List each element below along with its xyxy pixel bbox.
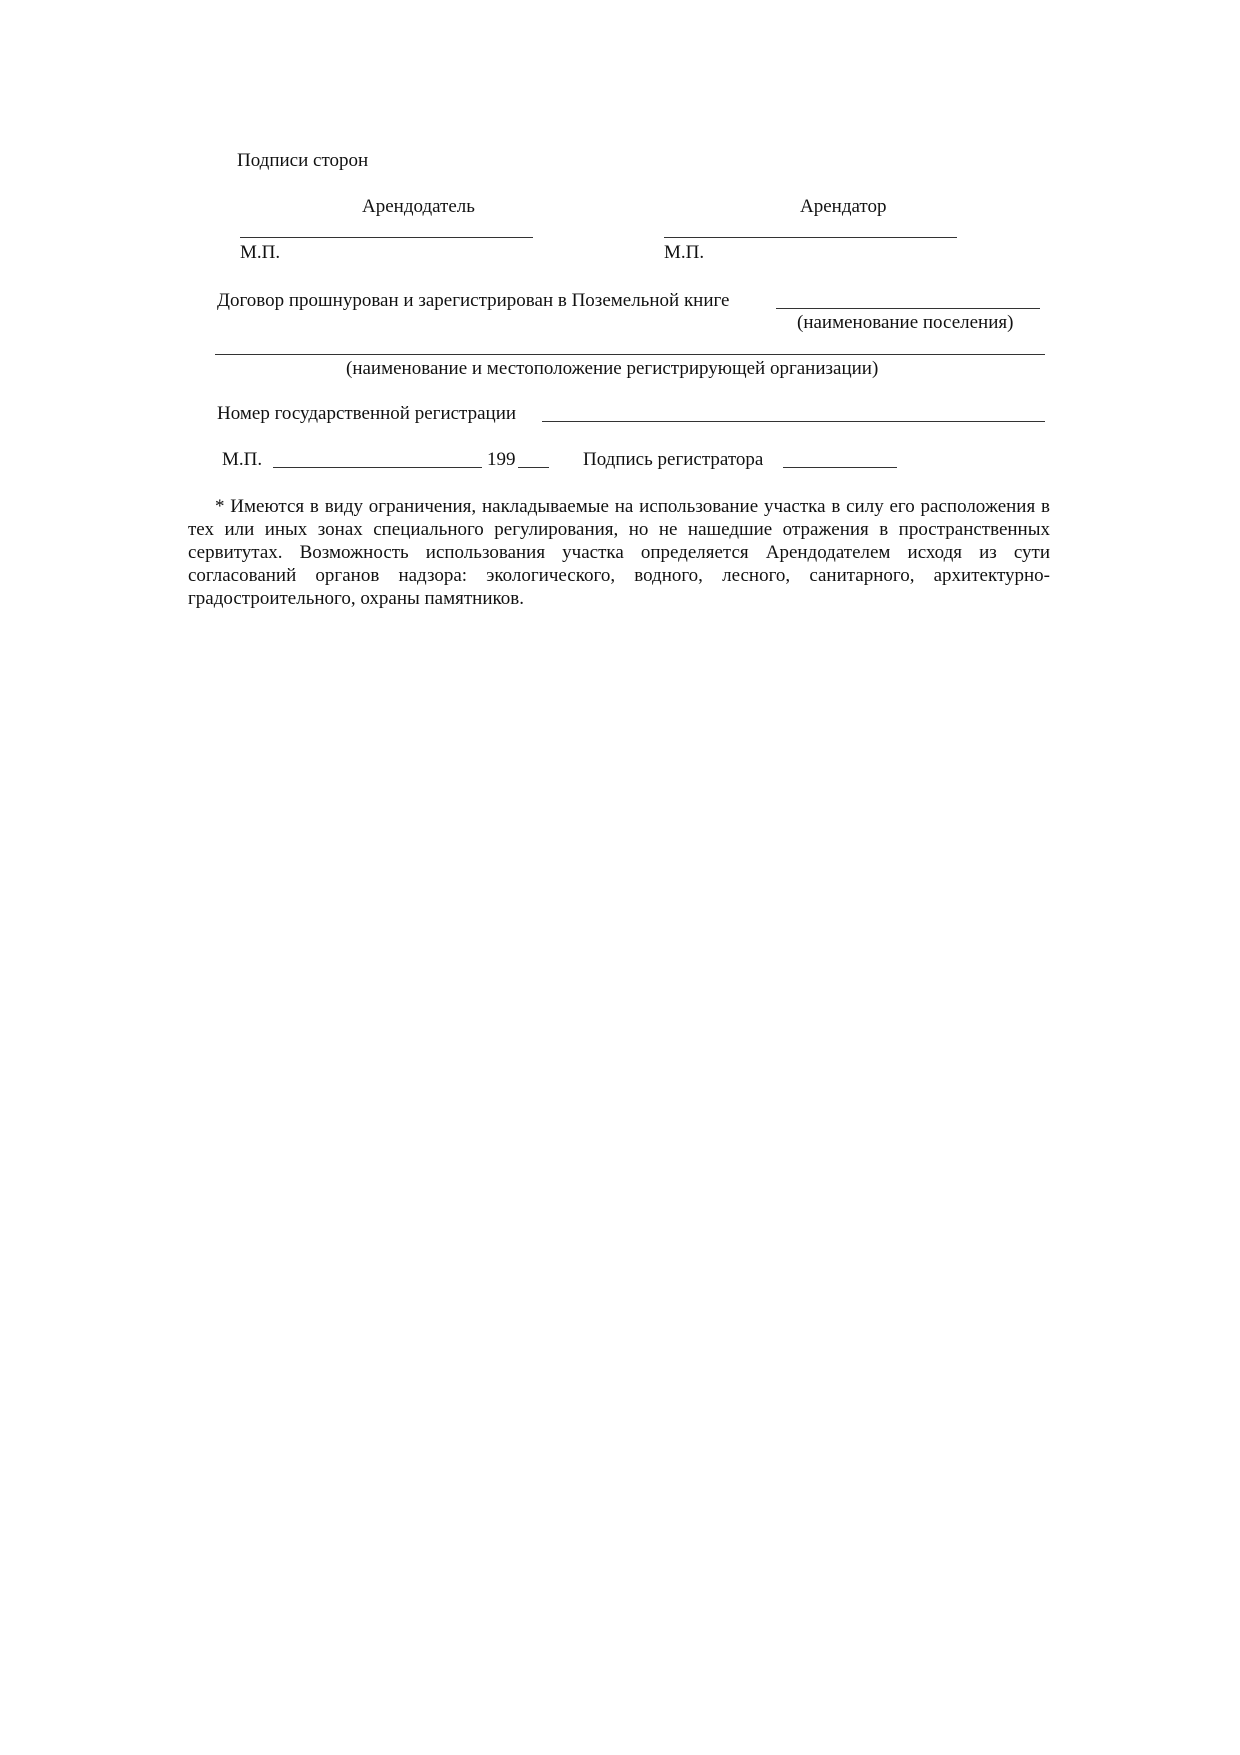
registration-year-prefix: 199 bbox=[487, 449, 516, 470]
registration-number-line[interactable] bbox=[542, 421, 1045, 422]
signatures-heading: Подписи сторон bbox=[237, 150, 369, 171]
registrar-signature-label: Подпись регистратора bbox=[583, 449, 764, 470]
registration-number-label: Номер государственной регистрации bbox=[217, 403, 517, 424]
registering-org-caption: (наименование и местоположение регистрирующей организации) bbox=[346, 358, 879, 379]
lessee-stamp-label: М.П. bbox=[664, 242, 705, 263]
registration-date-line[interactable] bbox=[273, 467, 482, 468]
footnote-paragraph: * Имеются в виду ограничения, накладываемые на использование участка в силу его расположения в тех или иных зонах специального регулирования, но не нашедшие отражения в пространственных сервитутах. Возможность использования участка определяется Арендодателем исходя из сути согласований органов надзора: экологического, водного, лесного, санитарного, архитектурно-градостроительного, охраны памятников. bbox=[188, 496, 1050, 609]
registration-year-line[interactable] bbox=[518, 467, 549, 468]
laced-registered-text: Договор прошнурован и зарегистрирован в Поземельной книге bbox=[217, 290, 730, 311]
registrar-signature-line[interactable] bbox=[783, 467, 897, 468]
registering-org-line[interactable] bbox=[215, 354, 1045, 355]
lessor-stamp-label: М.П. bbox=[240, 242, 281, 263]
registration-stamp-label: М.П. bbox=[222, 449, 263, 470]
settlement-caption: (наименование поселения) bbox=[797, 312, 1014, 333]
lessor-title: Арендодатель bbox=[362, 196, 475, 217]
settlement-name-line[interactable] bbox=[776, 308, 1040, 309]
lessee-signature-line[interactable] bbox=[664, 237, 957, 238]
lessee-title: Арендатор bbox=[800, 196, 887, 217]
lessor-signature-line[interactable] bbox=[240, 237, 533, 238]
